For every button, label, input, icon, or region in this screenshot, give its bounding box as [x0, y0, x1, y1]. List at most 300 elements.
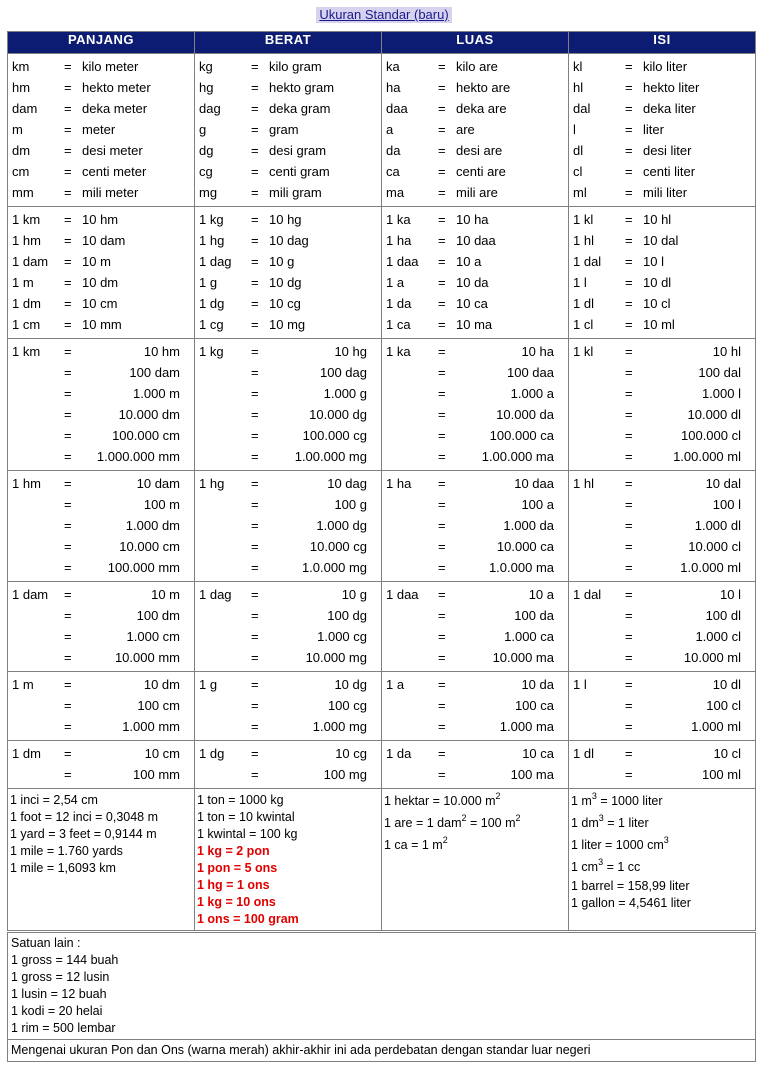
unit-name-row [573, 98, 751, 119]
unit-value: 10.000 cm [119, 539, 180, 554]
equals-sign: = [438, 254, 446, 269]
conversion-row [199, 515, 377, 536]
unit-value: kilo liter [643, 59, 688, 74]
unit-symbol: 1 l [573, 275, 587, 290]
superscript: 3 [663, 834, 669, 845]
unit-symbol: 1 dm [12, 296, 41, 311]
page-title[interactable]: Ukuran Standar (baru) [316, 7, 451, 23]
header-isi: ISI [569, 32, 756, 54]
conversion-panjang [8, 741, 195, 789]
equals-sign: = [251, 428, 259, 443]
unit-step-row [12, 230, 190, 251]
equals-sign: = [64, 164, 72, 179]
superscript: 3 [598, 812, 604, 823]
conversion-row [573, 647, 751, 668]
equals-sign: = [625, 629, 633, 644]
unit-symbol: 1 dg [199, 296, 225, 311]
equals-sign: = [64, 407, 72, 422]
unit-symbol: ha [386, 80, 401, 95]
unit-value: 10.000 dm [118, 407, 180, 422]
conversion-row [12, 494, 190, 515]
superscript: 2 [515, 812, 521, 823]
equals-sign: = [64, 275, 72, 290]
equals-sign: = [625, 122, 633, 137]
equals-sign: = [438, 122, 446, 137]
unit-value: 1.000 cl [695, 629, 741, 644]
conversion-row [12, 557, 190, 578]
unit-value: deka meter [82, 101, 148, 116]
misc-item [384, 812, 566, 837]
equals-sign: = [438, 518, 446, 533]
unit-symbol: 1 ca [386, 317, 411, 332]
equals-sign: = [625, 650, 633, 665]
misc-item [571, 856, 753, 878]
conversion-row [573, 674, 751, 695]
unit-value: 10 dl [712, 677, 741, 692]
equals-sign: = [64, 677, 72, 692]
unit-value: 10 dam [82, 233, 126, 248]
equals-sign: = [438, 746, 446, 761]
equals-sign: = [251, 233, 259, 248]
unit-symbol: dm [12, 143, 31, 158]
misc-item: 1 foot = 12 inci = 0,3048 m [10, 810, 159, 824]
unit-symbol: 1 kg [199, 344, 224, 359]
misc-isi [569, 789, 756, 931]
conversion-row [386, 473, 564, 494]
equals-sign: = [438, 428, 446, 443]
conversion-row [573, 626, 751, 647]
unit-symbol: 1 dag [199, 587, 232, 602]
equals-sign: = [438, 587, 446, 602]
unit-value: gram [269, 122, 299, 137]
conversion-row [386, 536, 564, 557]
unit-value: 100 m [143, 497, 180, 512]
equals-sign: = [438, 143, 446, 158]
equals-sign: = [251, 101, 259, 116]
unit-value: 100 g [334, 497, 367, 512]
unit-value: 1.000 ca [504, 629, 554, 644]
conversion-row [199, 695, 377, 716]
equals-sign: = [251, 539, 259, 554]
equals-sign: = [625, 365, 633, 380]
header-luas: LUAS [382, 32, 569, 54]
equals-sign: = [251, 449, 259, 464]
unit-value: 1.000 dm [125, 518, 180, 533]
conversion-row [199, 404, 377, 425]
conversion-row [199, 425, 377, 446]
unit-value: 1.000 mm [122, 719, 180, 734]
conversion-row [199, 674, 377, 695]
unit-value: 10.000 da [496, 407, 554, 422]
unit-value: 10 mm [82, 317, 122, 332]
unit-symbol: hg [199, 80, 214, 95]
unit-value: 100.000 cg [302, 428, 367, 443]
other-unit-item: 1 gross = 144 buah [11, 953, 119, 967]
unit-value: 10 daa [456, 233, 496, 248]
misc-text: 1 m [571, 794, 592, 808]
equals-sign: = [251, 317, 259, 332]
equals-sign: = [438, 296, 446, 311]
equals-sign: = [251, 59, 259, 74]
conversion-row [386, 515, 564, 536]
equals-sign: = [251, 275, 259, 290]
unit-step-row [573, 293, 751, 314]
unit-names-row [8, 54, 756, 207]
unit-value: 1.0.000 ma [488, 560, 554, 575]
unit-step-row [199, 230, 377, 251]
equals-sign: = [64, 254, 72, 269]
conversion-isi [569, 582, 756, 672]
misc-item-red: 1 hg = 1 ons [197, 878, 270, 892]
equals-sign: = [251, 185, 259, 200]
conversion-block [8, 339, 756, 471]
conversion-row [12, 536, 190, 557]
equals-sign: = [438, 650, 446, 665]
unit-value: 100 ca [514, 698, 554, 713]
equals-sign: = [438, 317, 446, 332]
conversion-row [12, 605, 190, 626]
conversion-row [199, 764, 377, 785]
equals-sign: = [251, 767, 259, 782]
conversion-panjang [8, 672, 195, 741]
equals-sign: = [438, 185, 446, 200]
unit-step-row [12, 272, 190, 293]
unit-name-row [386, 119, 564, 140]
conversion-row [573, 473, 751, 494]
equals-sign: = [64, 518, 72, 533]
equals-sign: = [438, 233, 446, 248]
unit-symbol: dl [573, 143, 584, 158]
unit-symbol: 1 ka [386, 212, 411, 227]
conversion-row [573, 743, 751, 764]
misc-item [571, 834, 753, 859]
conversion-row [199, 536, 377, 557]
equals-sign: = [251, 254, 259, 269]
unit-value: desi meter [82, 143, 143, 158]
unit-symbol: 1 ha [386, 476, 412, 491]
unit-value: desi gram [269, 143, 327, 158]
misc-item [384, 834, 566, 859]
unit-value: 1.000 da [503, 518, 554, 533]
conversion-luas [382, 672, 569, 741]
unit-step-row [199, 209, 377, 230]
equals-sign: = [64, 650, 72, 665]
unit-symbol: dg [199, 143, 214, 158]
unit-value: 10 g [341, 587, 367, 602]
equals-sign: = [64, 746, 72, 761]
equals-sign: = [438, 275, 446, 290]
unit-value: 1.000 a [510, 386, 554, 401]
unit-value: 1.000 g [323, 386, 367, 401]
unit-value: centi gram [269, 164, 330, 179]
conversion-row [386, 362, 564, 383]
equals-sign: = [251, 560, 259, 575]
conversion-row [12, 341, 190, 362]
unit-value: 10 dg [269, 275, 302, 290]
misc-item: 1 inci = 2,54 cm [10, 793, 98, 807]
equals-sign: = [64, 80, 72, 95]
unit-symbol: 1 dag [199, 254, 232, 269]
unit-value: 1.000 ma [499, 719, 554, 734]
unit-value: 10 ha [521, 344, 554, 359]
unit-value: 1.000 dg [316, 518, 367, 533]
unit-value: 10.000 dg [309, 407, 367, 422]
conversion-row [386, 425, 564, 446]
conversion-block [8, 741, 756, 789]
unit-value: 100 cm [137, 698, 180, 713]
conversion-row [573, 716, 751, 737]
equals-sign: = [625, 185, 633, 200]
unit-value: 10 cm [144, 746, 180, 761]
unit-value: 100 daa [507, 365, 554, 380]
unit-symbol: a [386, 122, 394, 137]
superscript: 3 [591, 790, 597, 801]
conversion-row [386, 647, 564, 668]
unit-value: 10.000 ml [683, 650, 741, 665]
misc-item-red: 1 ons = 100 gram [197, 912, 299, 926]
conversion-luas [382, 741, 569, 789]
equals-sign: = [251, 344, 259, 359]
units-table [7, 31, 756, 931]
unit-symbol: g [199, 122, 207, 137]
unit-value: desi are [456, 143, 503, 158]
unit-symbol: 1 hg [199, 233, 225, 248]
equals-sign: = [251, 80, 259, 95]
unit-name-row [573, 56, 751, 77]
equals-sign: = [64, 143, 72, 158]
conversion-row [12, 647, 190, 668]
misc-item: 1 yard = 3 feet = 0,9144 m [10, 827, 157, 841]
conversion-row [199, 557, 377, 578]
equals-sign: = [625, 386, 633, 401]
equals-sign: = [251, 608, 259, 623]
unit-value: 10 dam [136, 476, 180, 491]
unit-value: liter [643, 122, 664, 137]
unit-name-row [199, 161, 377, 182]
unit-value: 100 dl [705, 608, 741, 623]
other-unit-item: 1 lusin = 12 buah [11, 987, 107, 1001]
unit-name-row [573, 182, 751, 203]
unit-symbol: 1 dl [573, 746, 594, 761]
conversion-row [386, 341, 564, 362]
unit-value: 10.000 dl [687, 407, 741, 422]
unit-value: 100 dam [129, 365, 180, 380]
unit-steps-row [8, 207, 756, 339]
conversion-row [573, 536, 751, 557]
conversion-berat [195, 672, 382, 741]
equals-sign: = [64, 344, 72, 359]
unit-value: mili meter [82, 185, 139, 200]
conversion-row [386, 716, 564, 737]
superscript: 3 [598, 856, 604, 867]
equals-sign: = [625, 428, 633, 443]
equals-sign: = [251, 518, 259, 533]
unit-step-row [199, 272, 377, 293]
equals-sign: = [438, 698, 446, 713]
unit-value: 100.000 cm [112, 428, 180, 443]
misc-item: 1 ton = 10 kwintal [197, 810, 295, 824]
misc-item-red: 1 pon = 5 ons [197, 861, 278, 875]
unit-value: 100.000 mm [107, 560, 180, 575]
unit-symbol: 1 dal [573, 587, 602, 602]
unit-value: 10 hl [712, 344, 741, 359]
equals-sign: = [625, 518, 633, 533]
conversion-row [12, 446, 190, 467]
conversion-row [199, 362, 377, 383]
equals-sign: = [251, 497, 259, 512]
unit-symbol: kl [573, 59, 583, 74]
equals-sign: = [438, 719, 446, 734]
unit-symbol: mg [199, 185, 218, 200]
unit-symbol: 1 ha [386, 233, 412, 248]
conversion-row [386, 674, 564, 695]
conversion-row [386, 743, 564, 764]
unit-name-row [386, 56, 564, 77]
unit-symbol: 1 g [199, 677, 218, 692]
unit-value: 1.0.000 mg [301, 560, 367, 575]
unit-value: 10 hm [82, 212, 119, 227]
unit-symbol: 1 a [386, 677, 405, 692]
equals-sign: = [438, 497, 446, 512]
conversion-row [12, 362, 190, 383]
equals-sign: = [251, 407, 259, 422]
misc-item: 1 ton = 1000 kg [197, 793, 284, 807]
unit-symbol: 1 hm [12, 476, 41, 491]
conversion-block [8, 471, 756, 582]
misc-panjang [8, 789, 195, 931]
unit-name-row [12, 98, 190, 119]
unit-value: 100 dg [327, 608, 367, 623]
equals-sign: = [625, 164, 633, 179]
conversion-row [573, 446, 751, 467]
unit-symbol: daa [386, 101, 408, 116]
unit-symbol: 1 hm [12, 233, 41, 248]
unit-symbol: mm [12, 185, 34, 200]
equals-sign: = [251, 719, 259, 734]
unit-symbol: 1 da [386, 746, 412, 761]
unit-value: 10 l [720, 587, 741, 602]
unit-value: 10.000 cg [309, 539, 367, 554]
unit-value: 10 da [456, 275, 489, 290]
unit-names-panjang [8, 54, 195, 207]
misc-item [384, 790, 566, 815]
unit-symbol: da [386, 143, 401, 158]
equals-sign: = [438, 212, 446, 227]
equals-sign: = [625, 497, 633, 512]
unit-symbol: 1 daa [386, 254, 419, 269]
conversion-row [199, 341, 377, 362]
unit-value: 10 dg [334, 677, 367, 692]
equals-sign: = [64, 212, 72, 227]
other-unit-item: 1 rim = 500 lembar [11, 1021, 116, 1035]
conversion-luas [382, 339, 569, 471]
conversion-panjang [8, 339, 195, 471]
equals-sign: = [251, 296, 259, 311]
equals-sign: = [625, 449, 633, 464]
equals-sign: = [625, 407, 633, 422]
equals-sign: = [625, 212, 633, 227]
equals-sign: = [438, 344, 446, 359]
unit-value: 10 dm [143, 677, 180, 692]
equals-sign: = [438, 101, 446, 116]
misc-item: 1 kwintal = 100 kg [197, 827, 298, 841]
unit-name-row [573, 77, 751, 98]
unit-value: 100 da [514, 608, 554, 623]
equals-sign: = [625, 476, 633, 491]
conversion-row [386, 557, 564, 578]
unit-symbol: ml [573, 185, 587, 200]
unit-step-row [573, 230, 751, 251]
conversion-row [12, 584, 190, 605]
unit-steps-panjang [8, 207, 195, 339]
unit-value: 10 mg [269, 317, 306, 332]
equals-sign: = [625, 587, 633, 602]
unit-value: 10 cl [713, 746, 741, 761]
conversion-isi [569, 339, 756, 471]
unit-symbol: 1 km [12, 344, 41, 359]
conversion-row [386, 494, 564, 515]
misc-text: 1 are = 1 dam [384, 816, 462, 830]
equals-sign: = [64, 428, 72, 443]
unit-symbol: 1 da [386, 296, 412, 311]
equals-sign: = [438, 677, 446, 692]
unit-symbol: 1 kg [199, 212, 224, 227]
equals-sign: = [64, 386, 72, 401]
unit-value: 10.000 mm [114, 650, 180, 665]
conversion-row [573, 404, 751, 425]
equals-sign: = [625, 677, 633, 692]
conversion-row [12, 473, 190, 494]
conversion-row [573, 425, 751, 446]
unit-value: meter [82, 122, 116, 137]
unit-name-row [199, 119, 377, 140]
unit-value: 10 a [528, 587, 554, 602]
unit-symbol: 1 ka [386, 344, 411, 359]
conversion-row [12, 383, 190, 404]
equals-sign: = [64, 449, 72, 464]
equals-sign: = [64, 101, 72, 116]
misc-text: 1 liter = 1000 cm [571, 838, 664, 852]
unit-value: 1.000.000 mm [96, 449, 180, 464]
equals-sign: = [438, 164, 446, 179]
unit-value: kilo are [456, 59, 498, 74]
unit-step-row [573, 272, 751, 293]
unit-steps-berat [195, 207, 382, 339]
unit-value: 10 da [521, 677, 554, 692]
unit-value: 10.000 cl [688, 539, 741, 554]
unit-value: 1.000 l [701, 386, 741, 401]
conversion-row [12, 743, 190, 764]
unit-symbol: ka [386, 59, 400, 74]
equals-sign: = [64, 608, 72, 623]
unit-step-row [12, 293, 190, 314]
conversion-row [199, 626, 377, 647]
misc-item: 1 mile = 1,6093 km [10, 861, 116, 875]
conversion-row [573, 764, 751, 785]
unit-value: 10 m [151, 587, 180, 602]
unit-value: 100 ma [510, 767, 554, 782]
equals-sign: = [625, 317, 633, 332]
unit-symbol: 1 dam [12, 254, 49, 269]
misc-item: 1 gallon = 4,5461 liter [571, 896, 691, 910]
conversion-row [199, 494, 377, 515]
unit-value: 10 ml [643, 317, 675, 332]
equals-sign: = [438, 767, 446, 782]
unit-step-row [386, 209, 564, 230]
unit-value: kilo gram [269, 59, 322, 74]
unit-symbol: 1 dl [573, 296, 594, 311]
superscript: 2 [495, 790, 501, 801]
